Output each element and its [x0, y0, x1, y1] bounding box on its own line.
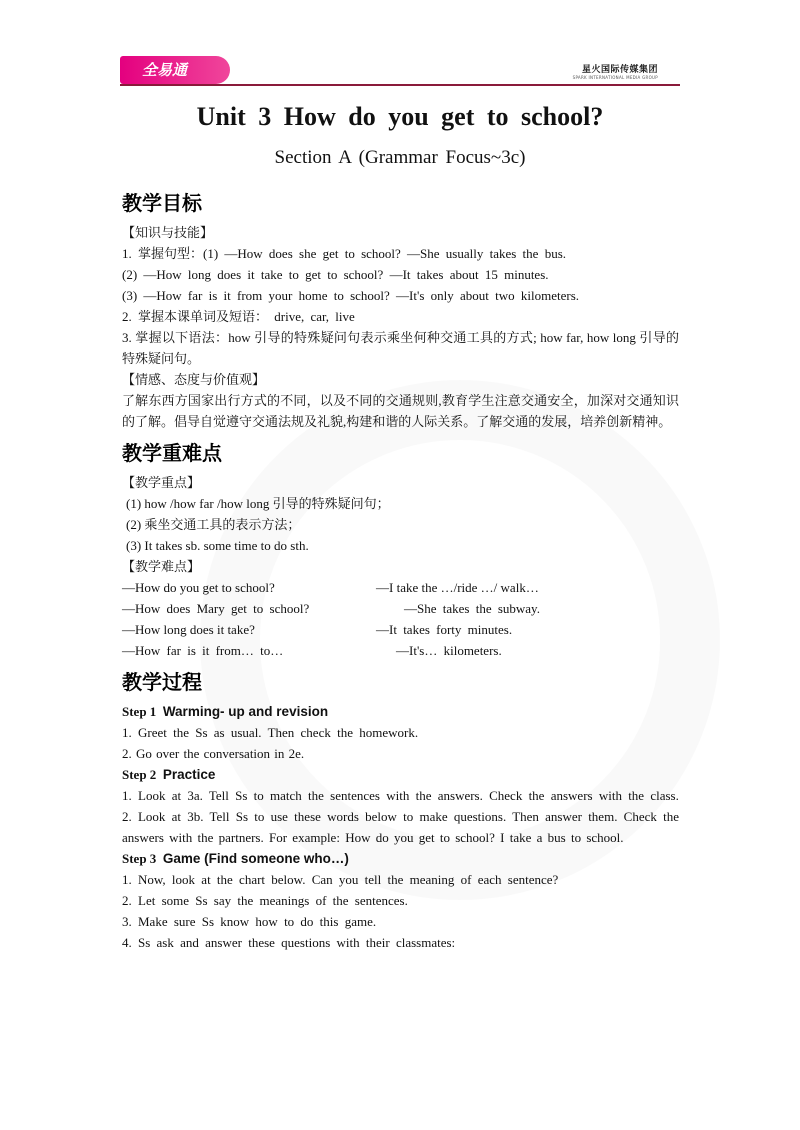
difficulty-answer: —It's… kilometers.: [396, 643, 502, 658]
emotion-text: 了解东西方国家出行方式的不同，以及不同的交通规则,教育学生注意交通安全，加深对交通知识的了解。倡导自觉遵守交通法规及礼貌,构建和谐的人际关系。了解交通的发展，培养创新精神。: [122, 393, 679, 429]
section-heading-process: 教学过程: [122, 670, 202, 694]
step-label: Step 1: [122, 704, 157, 719]
document-body: [122, 188, 679, 953]
difficulty-answer: —She takes the subway.: [404, 601, 540, 616]
difficulty-row: [122, 577, 679, 598]
objective-line: 2. 掌握本课单词及短语： drive, car, live: [122, 309, 355, 324]
difficulty-label: 【教学难点】: [122, 559, 201, 574]
difficulty-answer: —It takes forty minutes.: [376, 622, 513, 637]
step-line: 1. Look at 3a. Tell Ss to match the sentences with the answers. Check the answers with the class.: [122, 788, 679, 803]
focus-item: (2) 乘坐交通工具的表示方法；: [126, 517, 301, 532]
brand-name-cn: 星火国际传媒集团: [581, 65, 658, 75]
difficulty-row: [122, 598, 679, 619]
step-line: 1. Now, look at the chart below. Can you tell the meaning of each sentence?: [122, 872, 559, 887]
difficulty-question: —How does Mary get to school?: [122, 601, 310, 616]
step-label: Step 2: [122, 767, 157, 782]
difficulty-answer: —I take the …/ride …/ walk…: [376, 580, 539, 595]
step-label: Step 3: [122, 851, 157, 866]
difficulty-row: [122, 619, 679, 640]
difficulty-question: —How far is it from… to…: [122, 643, 284, 658]
section-heading-objectives: 教学目标: [122, 191, 202, 215]
step-heading: [122, 848, 679, 869]
difficulty-row: [122, 640, 679, 661]
step-line: 3. Make sure Ss know how to do this game.: [122, 914, 377, 929]
objective-line: 1. 掌握句型：(1) —How does she get to school? —She usually takes the bus.: [122, 246, 567, 261]
difficulty-question: —How long does it take?: [122, 622, 255, 637]
step-name: Warming- up and revision: [162, 704, 329, 719]
step-line: 4. Ss ask and answer these questions with their classmates:: [122, 935, 456, 950]
objective-line: (3) —How far is it from your home to school? —It's only about two kilometers.: [122, 288, 580, 303]
step-name: Game (Find someone who…): [162, 851, 349, 866]
knowledge-label: 【知识与技能】: [122, 225, 214, 240]
difficulty-question: —How do you get to school?: [122, 580, 275, 595]
page-title: Unit 3 How do you get to school?: [196, 102, 604, 131]
step-line: 2. Go over the conversation in 2e.: [122, 746, 305, 761]
focus-label: 【教学重点】: [122, 475, 201, 490]
page-subtitle: Section A (Grammar Focus~3c): [274, 147, 526, 168]
focus-item: (1) how /how far /how long 引导的特殊疑问句；: [126, 496, 390, 511]
brand-mark: [573, 62, 658, 80]
step-heading: [122, 701, 679, 722]
step-name: Practice: [162, 767, 216, 782]
step-heading: [122, 764, 679, 785]
header-divider: [120, 84, 680, 86]
step-line: 2. Look at 3b. Tell Ss to use these words below to make questions. Then answer them. Check the answers with the partners. For example: How do you get to school? I take a bus to school.: [122, 809, 679, 845]
focus-item: (3) It takes sb. some time to do sth.: [126, 538, 309, 553]
brand-name-en: SPARK INTERNATIONAL MEDIA GROUP: [572, 75, 658, 80]
step-line: 1. Greet the Ss as usual. Then check the homework.: [122, 725, 419, 740]
objective-line: 3. 掌握以下语法：how 引导的特殊疑问句表示乘坐何种交通工具的方式; how far, how long 引导的特殊疑问句。: [122, 330, 679, 366]
objective-line: (2) —How long does it take to get to school? —It takes about 15 minutes.: [122, 267, 549, 282]
section-heading-key-points: 教学重难点: [122, 441, 222, 465]
emotion-label: 【情感、态度与价值观】: [122, 372, 266, 387]
step-line: 2. Let some Ss say the meanings of the sentences.: [122, 893, 408, 908]
publisher-logo: 全易通: [120, 56, 230, 84]
